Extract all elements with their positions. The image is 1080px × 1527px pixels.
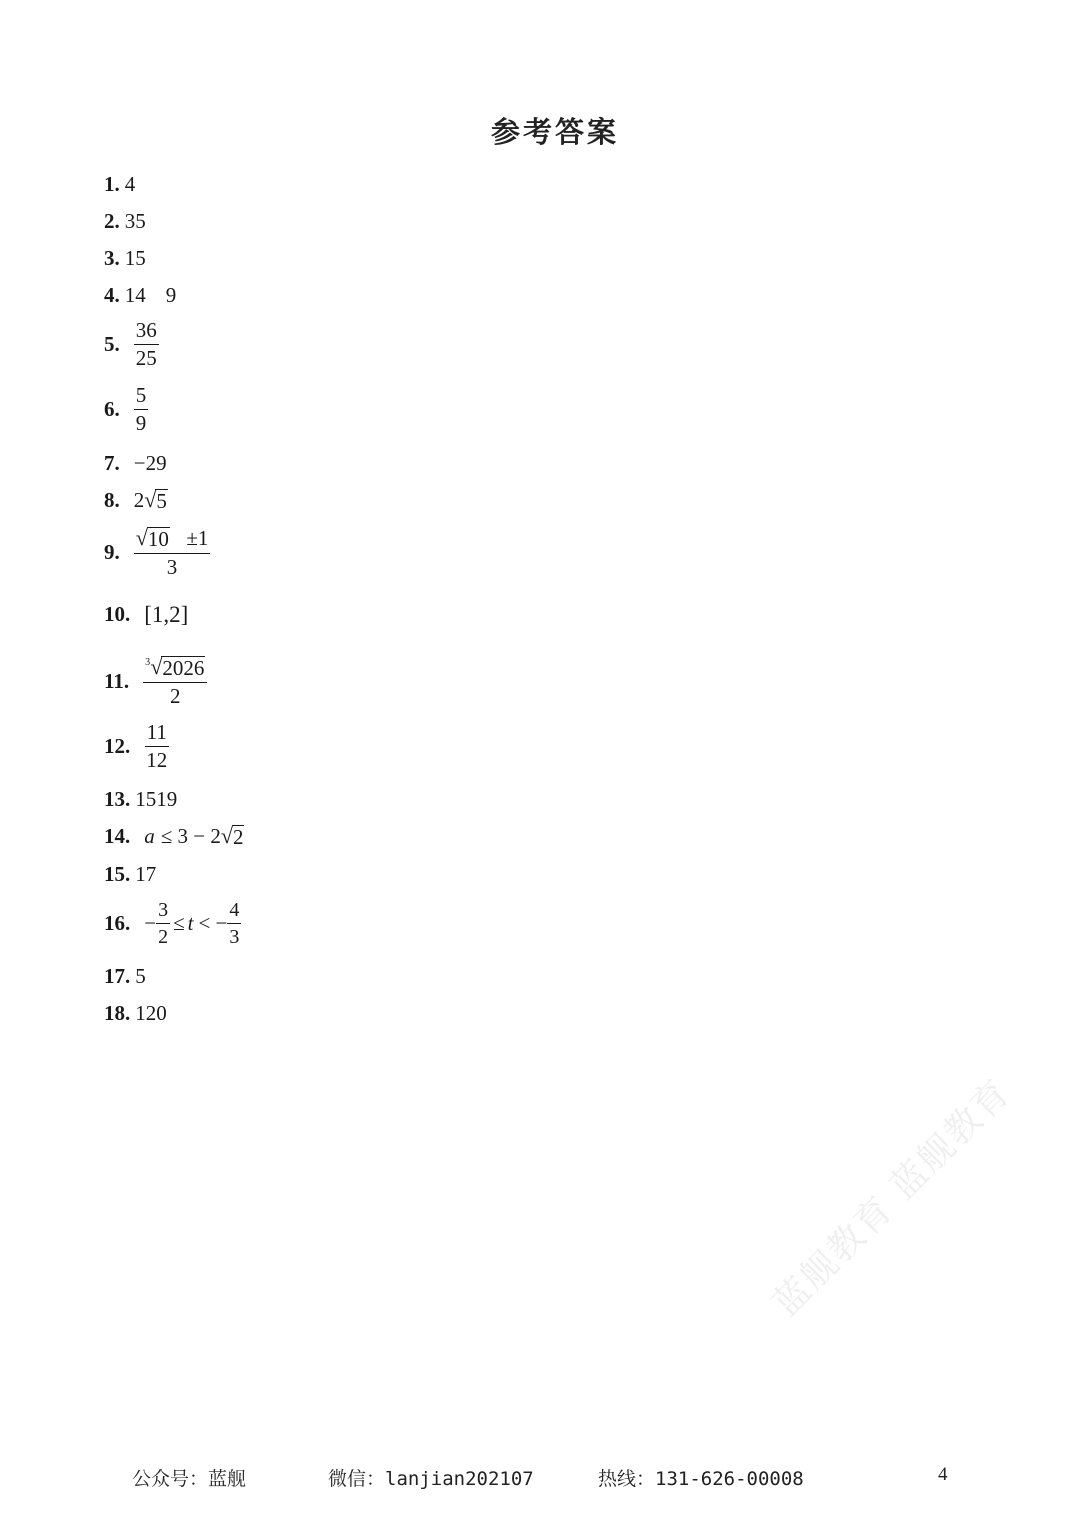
relation: ≤ bbox=[173, 911, 185, 935]
numerator: 4 bbox=[227, 900, 241, 924]
answer-18 bbox=[104, 1003, 167, 1024]
radical-sign-icon: √ bbox=[150, 654, 163, 679]
answer-number: 11. bbox=[104, 669, 130, 693]
fraction bbox=[134, 385, 149, 434]
answer-1 bbox=[104, 174, 135, 195]
denominator: 12 bbox=[146, 748, 168, 772]
fraction bbox=[156, 900, 170, 947]
page-title: 参考答案 bbox=[490, 115, 619, 149]
denominator: 3 bbox=[229, 926, 240, 948]
answer-number: 1. bbox=[104, 172, 120, 196]
answer-13 bbox=[104, 789, 177, 810]
numerator bbox=[143, 656, 207, 683]
answer-value-second: 9 bbox=[165, 283, 177, 307]
radicand: 2026 bbox=[162, 656, 205, 680]
answer-value: 17 bbox=[135, 862, 157, 886]
answer-value: 35 bbox=[124, 209, 146, 233]
answer-value: 15 bbox=[124, 246, 146, 270]
answer-number: 15. bbox=[104, 862, 131, 886]
answer-number: 16. bbox=[104, 911, 131, 935]
answer-number: 3. bbox=[104, 246, 120, 270]
answer-5 bbox=[104, 320, 159, 369]
radical-sign-icon: √ bbox=[220, 823, 233, 848]
answer-15 bbox=[104, 864, 156, 885]
square-root bbox=[221, 825, 245, 848]
numerator-tail: ±1 bbox=[186, 526, 209, 550]
coefficient: 2 bbox=[133, 488, 145, 512]
denominator: 3 bbox=[166, 555, 178, 579]
fraction bbox=[134, 527, 211, 578]
answer-number: 17. bbox=[104, 964, 131, 988]
answer-value: −29 bbox=[133, 451, 167, 475]
answer-number: 2. bbox=[104, 209, 120, 233]
answer-8 bbox=[104, 489, 168, 512]
answer-number: 12. bbox=[104, 734, 131, 758]
answer-number: 13. bbox=[104, 787, 131, 811]
radical-sign-icon: √ bbox=[144, 487, 157, 512]
numerator bbox=[134, 527, 211, 554]
square-root bbox=[136, 527, 170, 550]
relation: ≤ 3 − 2 bbox=[160, 824, 221, 848]
answer-11 bbox=[104, 656, 207, 707]
fraction bbox=[143, 656, 207, 707]
answer-16 bbox=[104, 900, 241, 947]
answer-number: 10. bbox=[104, 602, 131, 626]
footer-wechat: 微信：lanjian202107 bbox=[328, 1468, 534, 1490]
answer-value: 120 bbox=[135, 1001, 167, 1025]
radicand: 2 bbox=[232, 825, 244, 849]
numerator: 11 bbox=[145, 722, 169, 747]
answer-17 bbox=[104, 966, 146, 987]
answer-value: 14 bbox=[124, 283, 146, 307]
answer-12 bbox=[104, 722, 169, 771]
answer-number: 9. bbox=[104, 540, 120, 564]
answer-value: 4 bbox=[124, 172, 136, 196]
fraction bbox=[227, 900, 241, 947]
radicand: 10 bbox=[147, 527, 169, 551]
footer-hotline: 热线：131-626-00008 bbox=[598, 1468, 804, 1490]
square-root bbox=[144, 489, 168, 512]
relation: < − bbox=[198, 911, 228, 935]
answer-value: 5 bbox=[135, 964, 146, 988]
answer-number: 5. bbox=[104, 332, 120, 356]
fraction bbox=[144, 722, 169, 771]
minus-sign: − bbox=[144, 911, 157, 935]
answer-14 bbox=[104, 825, 244, 848]
answer-value: [1,2] bbox=[144, 602, 189, 627]
denominator: 2 bbox=[170, 684, 181, 708]
variable: t bbox=[187, 911, 194, 935]
answer-3 bbox=[104, 248, 146, 269]
answer-7 bbox=[104, 453, 167, 474]
answer-value: 1519 bbox=[135, 787, 178, 811]
answer-2 bbox=[104, 211, 146, 232]
fraction bbox=[134, 320, 159, 369]
cube-root bbox=[150, 656, 205, 679]
numerator: 3 bbox=[156, 900, 170, 924]
footer-official-account: 公众号：蓝舰 bbox=[132, 1468, 247, 1490]
answer-4 bbox=[104, 285, 176, 306]
radicand: 5 bbox=[156, 489, 167, 513]
page-footer bbox=[0, 1464, 1080, 1492]
page-number: 4 bbox=[938, 1464, 948, 1485]
numerator: 36 bbox=[134, 320, 159, 345]
answer-number: 18. bbox=[104, 1001, 131, 1025]
answer-number: 8. bbox=[104, 488, 120, 512]
answer-number: 14. bbox=[104, 824, 131, 848]
root-index: 3 bbox=[145, 657, 151, 668]
answer-10 bbox=[104, 603, 188, 626]
watermark: 蓝舰教育 蓝舰教育 bbox=[765, 1071, 1020, 1325]
radical-sign-icon: √ bbox=[135, 525, 148, 550]
answer-number: 6. bbox=[104, 397, 120, 421]
denominator: 9 bbox=[135, 411, 147, 435]
answer-number: 7. bbox=[104, 451, 120, 475]
denominator: 25 bbox=[135, 346, 157, 370]
variable: a bbox=[144, 824, 155, 848]
denominator: 2 bbox=[158, 926, 169, 948]
answer-6 bbox=[104, 385, 148, 434]
answer-number: 4. bbox=[104, 283, 120, 307]
numerator: 5 bbox=[134, 385, 149, 410]
answer-9 bbox=[104, 527, 210, 578]
